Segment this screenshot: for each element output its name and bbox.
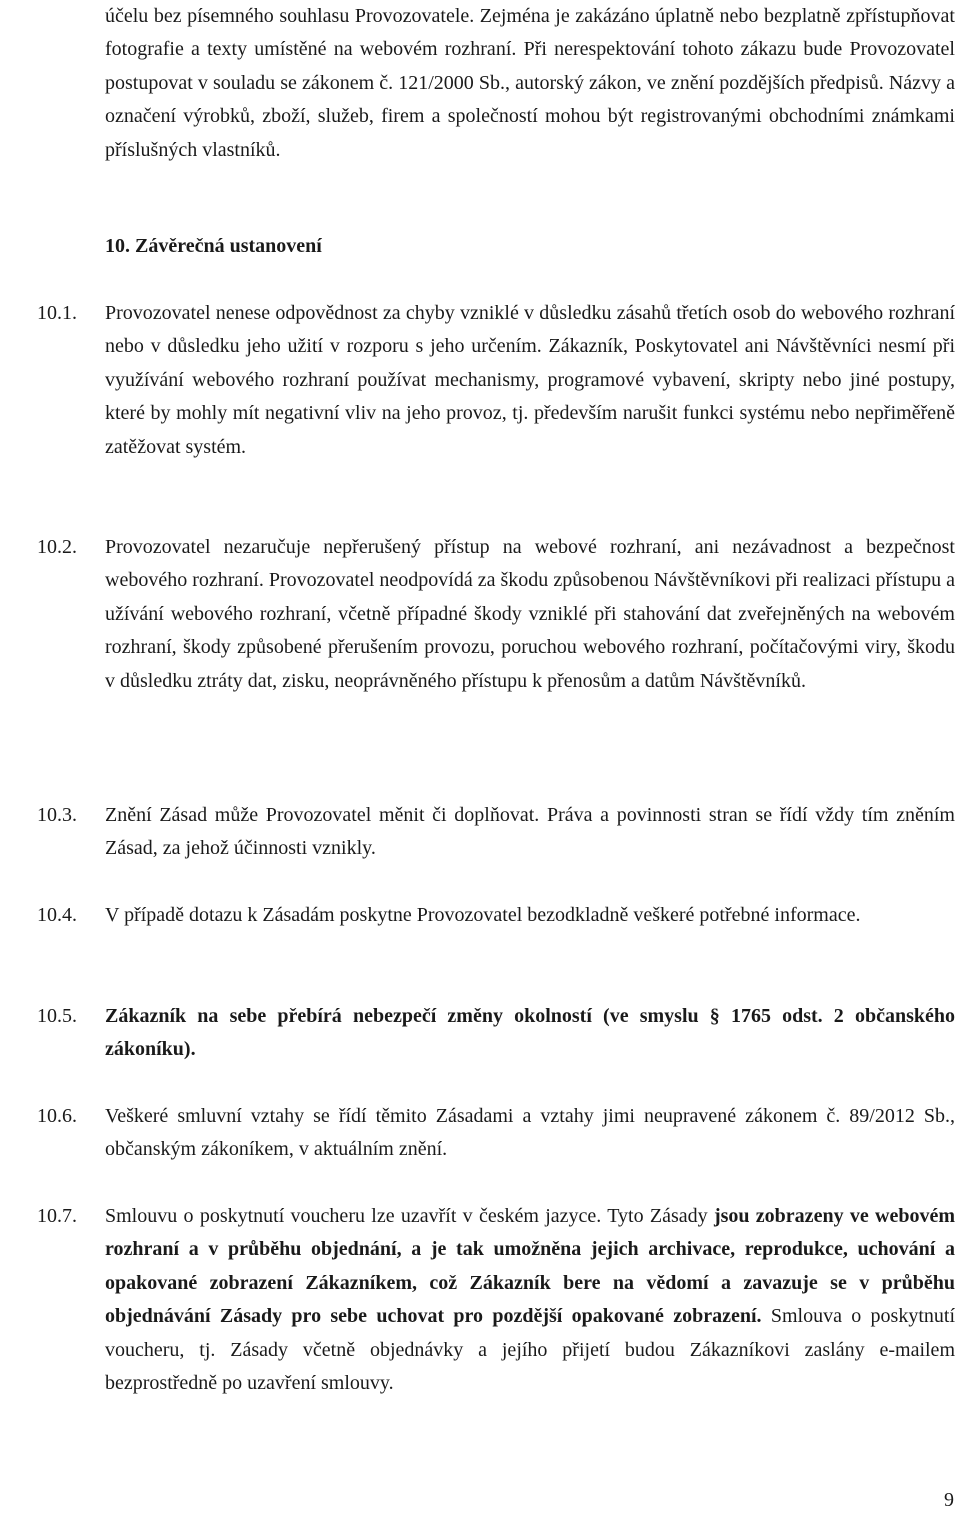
clause-text-part: Smlouvu o poskytnutí voucheru lze uzavřít v českém jazyce. Tyto Zásady: [105, 1205, 714, 1227]
intro-paragraph: účelu bez písemného souhlasu Provozovatele. Zejména je zakázáno úplatně nebo bezplatně zpřístupňovat fotografie a texty umístěné na webovém rozhraní. Při nerespektování tohoto zákazu bude Provozovatel postupovat v souladu se zákonem č. 121/2000 Sb., autorský zákon, ve znění pozdějších předpisů. Názvy a označení výrobků, zboží, služeb, firem a společností mohou být registrovanými obchodními známkami příslušných vlastníků.: [105, 5, 955, 161]
clause-text: [105, 1200, 955, 1400]
clause-text-part: Smlouva o poskytnutí voucheru, tj. Zásady včetně objednávky a jejího přijetí budou Zákazníkovi zaslány e-mailem bezprostředně po uzavření smlouvy.: [105, 1305, 956, 1395]
clause-number: 10.4.: [37, 904, 77, 926]
clause-number: 10.5.: [37, 1005, 77, 1027]
clause-number: 10.7.: [37, 1205, 77, 1227]
clause-text: Zákazník na sebe přebírá nebezpečí změny okolností (ve smyslu § 1765 odst. 2 občanského zákoníku).: [105, 1005, 955, 1061]
clause-10-5: [37, 1000, 955, 1067]
clause-10-4: [37, 899, 955, 932]
clause-number: 10.2.: [37, 536, 77, 558]
clause-text: Provozovatel nenese odpovědnost za chyby vzniklé v důsledku zásahů třetích osob do webového rozhraní nebo v důsledku jeho užití v rozporu s jeho určením. Zákazník, Poskytovatel ani Návštěvníci nesmí při využívání webového rozhraní používat mechanismy, programové vybavení, skripty nebo jiné postupy, které by mohly mít negativní vliv na jeho provoz, tj. především narušit funkci systému nebo nepřiměřeně zatěžovat systém.: [105, 302, 955, 458]
clause-text: Veškeré smluvní vztahy se řídí těmito Zásadami a vztahy jimi neupravené zákonem č. 89/2012 Sb., občanským zákoníkem, v aktuálním znění.: [105, 1105, 955, 1161]
page-number: 9: [944, 1489, 954, 1511]
clause-number: 10.6.: [37, 1105, 77, 1127]
clause-text: Znění Zásad může Provozovatel měnit či doplňovat. Práva a povinnosti stran se řídí vždy tím zněním Zásad, za jehož účinnosti vznikly.: [105, 804, 955, 860]
clause-text-bold-part: jsou zobrazeny ve webovém rozhraní a v průběhu objednání, a je tak umožněna jejich archivace, reprodukce, uchování a opakované zobrazení Zákazníkem, což Zákazník bere na vědomí a zavazuje se v průběhu objednávání Zásady pro sebe uchovat pro pozdější opakované zobrazení.: [105, 1205, 956, 1328]
clause-number: 10.3.: [37, 804, 77, 826]
clause-10-6: [37, 1100, 955, 1167]
clause-10-2: [37, 531, 955, 698]
clause-10-1: [37, 297, 955, 464]
clause-10-3: [37, 799, 955, 866]
clause-text: Provozovatel nezaručuje nepřerušený přístup na webové rozhraní, ani nezávadnost a bezpečnost webového rozhraní. Provozovatel neodpovídá za škodu způsobenou Návštěvníkovi při realizaci přístupu a užívání webového rozhraní, včetně případné škody vzniklé při stahování dat zveřejněných na webovém rozhraní, škody způsobené přerušením provozu, poruchou webového rozhraní, počítačovými viry, škodu v důsledku ztráty dat, zisku, neoprávněného přístupu k přenosům a datům Návštěvníků.: [105, 536, 955, 692]
clause-number: 10.1.: [37, 302, 77, 324]
clause-text: V případě dotazu k Zásadám poskytne Provozovatel bezodkladně veškeré potřebné informace.: [105, 904, 861, 926]
section-heading: 10. Závěrečná ustanovení: [105, 235, 322, 257]
clause-10-7: [37, 1200, 956, 1400]
